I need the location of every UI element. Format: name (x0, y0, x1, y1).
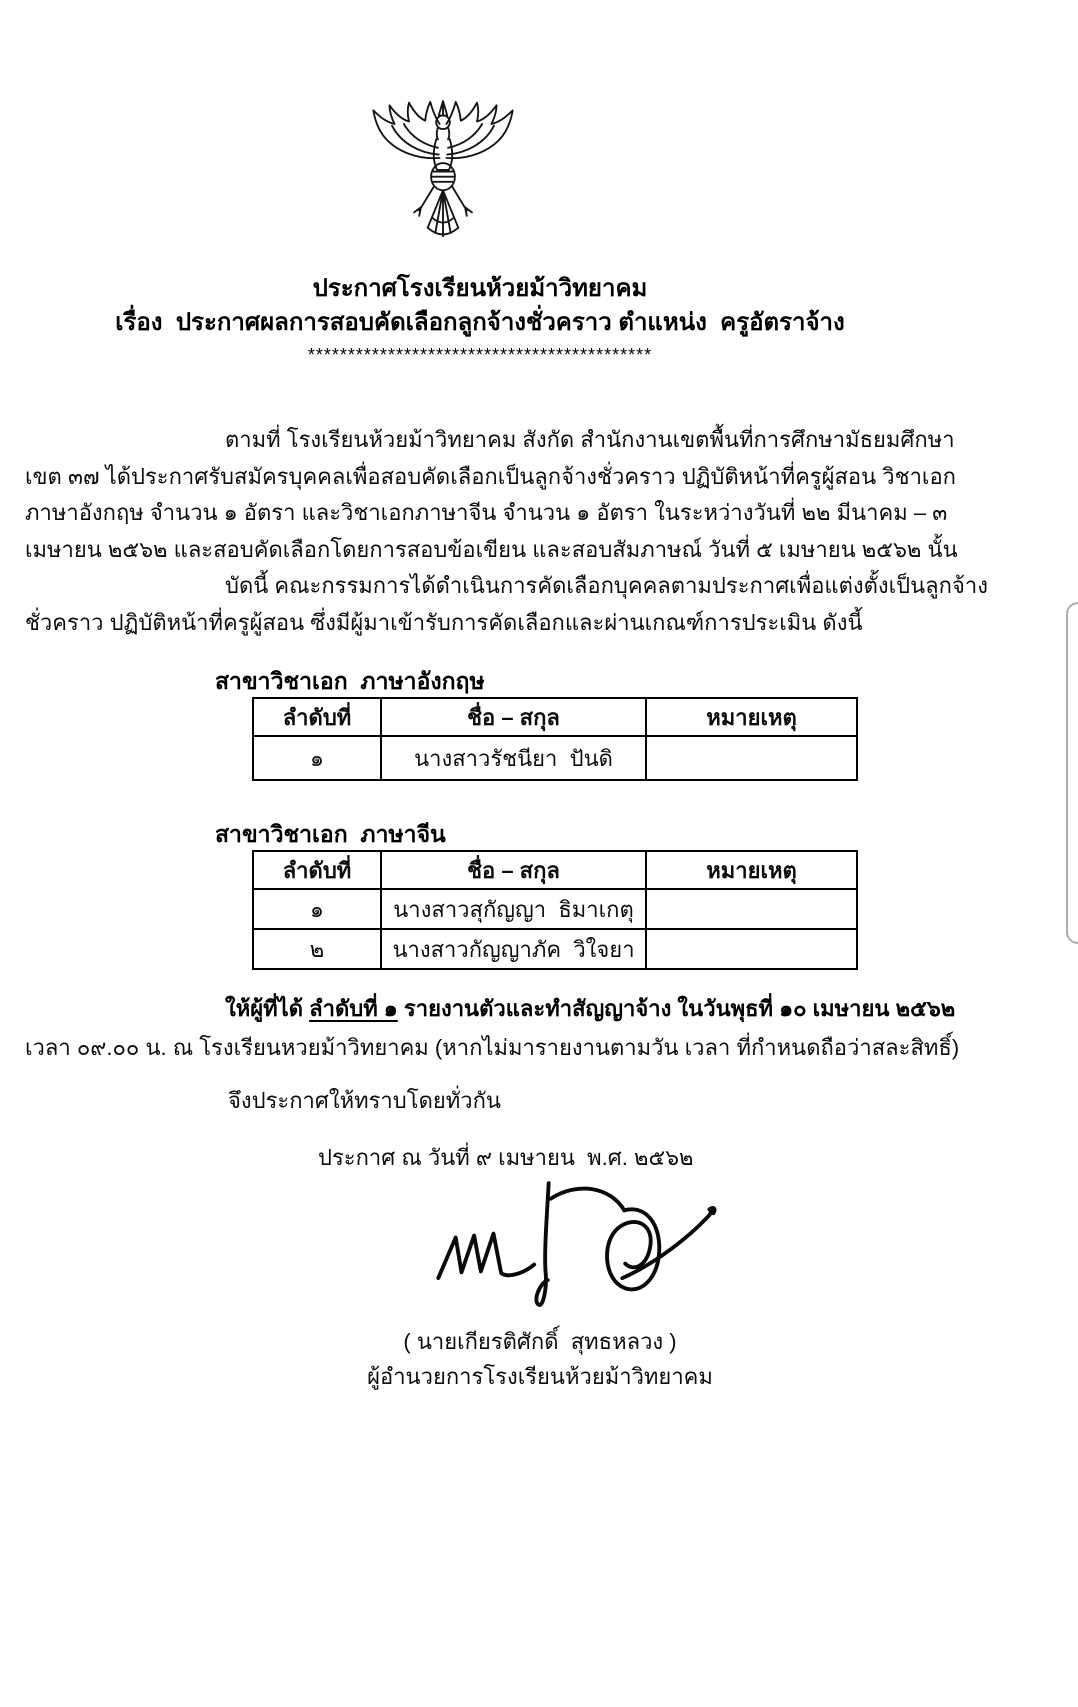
paragraph2-line1: บัดนี้ คณะกรรมการได้ดำเนินการคัดเลือกบุคคลตามประกาศเพื่อแต่งตั้งเป็นลูกจ้าง (225, 573, 988, 598)
table-row (253, 889, 857, 929)
column-header-name: ชื่อ – สกุล (381, 698, 646, 736)
table-row (253, 929, 857, 969)
cell-name: นางสาวรัชนียา ปันดิ (381, 736, 646, 780)
signer-block (240, 1324, 840, 1394)
paragraph1-line3: ภาษาอังกฤษ จำนวน ๑ อัตรา และวิชาเอกภาษาจีน จำนวน ๑ อัตรา ในระหว่างวันที่ ๒๒ มีนาคม – ๓ (25, 500, 948, 525)
column-header-name: ชื่อ – สกุล (381, 851, 646, 889)
document-header (0, 272, 960, 368)
table-header-row (253, 851, 857, 889)
cell-note (646, 889, 857, 929)
garuda-emblem-icon (358, 86, 528, 264)
section-heading-english: สาขาวิชาเอก ภาษาอังกฤษ (215, 668, 485, 694)
cell-name: นางสาวกัญญาภัค วิใจยา (381, 929, 646, 969)
subject-line: เรื่อง ประกาศผลการสอบคัดเลือกลูกจ้างชั่วคราว ตำแหน่ง ครูอัตราจ้าง (115, 309, 845, 336)
cell-rank: ๑ (253, 889, 381, 929)
paragraph1-line2: เขต ๓๗ ได้ประกาศรับสมัครบุคคลเพื่อสอบคัดเลือกเป็นลูกจ้างชั่วคราว ปฏิบัติหน้าที่ครูผู้สอน วิชาเอก (25, 463, 956, 489)
cell-name: นางสาวสุกัญญา ธิมาเกตุ (381, 889, 646, 929)
paragraph1-line4: เมษายน ๒๕๖๒ และสอบคัดเลือกโดยการสอบข้อเขียน และสอบสัมภาษณ์ วันที่ ๕ เมษายน ๒๕๖๒ นั้น (25, 536, 958, 562)
signer-title: ผู้อำนวยการโรงเรียนห้วยม้าวิทยาคม (367, 1364, 713, 1389)
announcement-date-line: ประกาศ ณ วันที่ ๙ เมษายน พ.ศ. ๒๕๖๒ (318, 1145, 694, 1170)
report-instruction-line2: เวลา ๐๙.๐๐ น. ณ โรงเรียนหวยม้าวิทยาคม (หากไม่มารายงานตามวัน เวลา ที่กำหนดถือว่าสละสิทธิ์) (25, 1035, 960, 1060)
announce-line: จึงประกาศให้ทราบโดยทั่วกัน (228, 1088, 501, 1113)
cell-note (646, 929, 857, 969)
column-header-note: หมายเหตุ (646, 698, 857, 736)
page-title: ประกาศโรงเรียนห้วยม้าวิทยาคม (312, 275, 648, 302)
cell-rank: ๑ (253, 736, 381, 780)
body-paragraphs (25, 422, 1050, 641)
report-instruction-prefix: ให้ผู้ที่ได้ (225, 996, 310, 1021)
table-row (253, 736, 857, 780)
column-header-no: ลำดับที่ (253, 851, 381, 889)
report-instruction-suffix: รายงานตัวและทำสัญญาจ้าง ในวันพุธที่ ๑๐ เมษายน ๒๕๖๒ (397, 996, 956, 1021)
results-table-english (252, 697, 858, 781)
star-divider: ******************************************* (307, 345, 653, 365)
cell-rank: ๒ (253, 929, 381, 969)
section-heading-chinese: สาขาวิชาเอก ภาษาจีน (215, 821, 446, 847)
results-table-chinese (252, 850, 858, 970)
column-header-no: ลำดับที่ (253, 698, 381, 736)
paragraph2-line2: ชั่วคราว ปฏิบัติหน้าที่ครูผู้สอน ซึ่งมีผู้มาเข้ารับการคัดเลือกและผ่านเกณฑ์การประเมิน ดังนี้ (25, 609, 863, 635)
report-instruction-rank-underlined: ลำดับที่ ๑ (309, 996, 398, 1021)
cell-note (646, 736, 857, 780)
column-header-note: หมายเหตุ (646, 851, 857, 889)
report-instruction-line (25, 993, 1050, 1025)
table-header-row (253, 698, 857, 736)
signature-icon (415, 1178, 725, 1326)
signer-name: ( นายเกียรติศักดิ์ สุทธหลวง ) (403, 1329, 677, 1354)
scrollbar-thumb[interactable] (1066, 602, 1078, 944)
paragraph1-line1: ตามที่ โรงเรียนห้วยม้าวิทยาคม สังกัด สำนักงานเขตพื้นที่การศึกษามัธยมศึกษา (225, 427, 955, 452)
